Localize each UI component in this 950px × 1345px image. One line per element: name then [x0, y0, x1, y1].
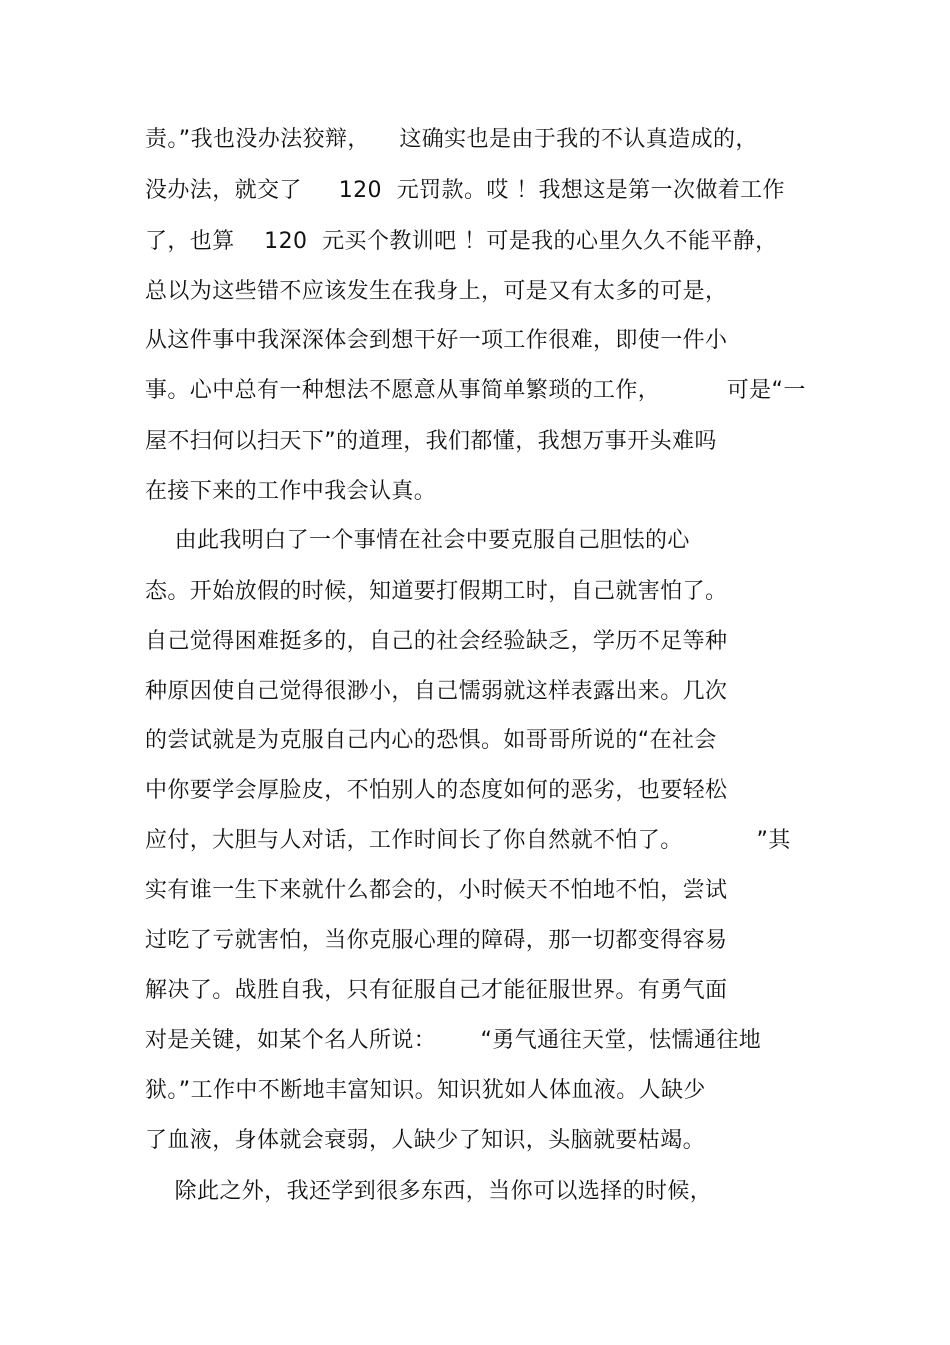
- text-line: 总以为这些错不应该发生在我身上，可是又有太多的可是，: [145, 279, 728, 304]
- text-line: 对是关键，如某个名人所说： “勇气通往天堂，怯懦通往地: [145, 1028, 762, 1053]
- text-line: 了，也算 120 元买个教训吧 ！可是我的心里久久不能平静，: [145, 229, 778, 254]
- text-line: 在接下来的工作中我会认真。: [145, 479, 437, 504]
- text-line: 解决了。战胜自我，只有征服自己才能征服世界。有勇气面: [145, 978, 728, 1003]
- text-line: 从这件事中我深深体会到想干好一项工作很难，即使一件小: [145, 328, 728, 353]
- text-line: 事。心中总有一种想法不愿意从事简单繁琐的工作， 可是“一: [145, 378, 806, 403]
- text-line: 种原因使自己觉得很渺小，自己懦弱就这样表露出来。几次: [145, 679, 728, 704]
- text-line: 态。开始放假的时候，知道要打假期工时，自己就害怕了。: [145, 579, 728, 604]
- text-line: 的尝试就是为克服自己内心的恐惧。如哥哥所说的“在社会: [145, 728, 717, 753]
- text-line: 中你要学会厚脸皮，不怕别人的态度如何的恶劣，也要轻松: [145, 778, 728, 803]
- text-line: 没办法，就交了 120 元罚款。哎 ！我想这是第一次做着工作: [145, 178, 785, 203]
- text-line: 责。”我也没办法狡辩， 这确实也是由于我的不认真造成的，: [145, 127, 758, 152]
- text-line: 除此之外，我还学到很多东西，当你可以选择的时候，: [145, 1179, 713, 1204]
- text-line: 过吃了亏就害怕，当你克服心理的障碍，那一切都变得容易: [145, 928, 728, 953]
- text-line: 了血液，身体就会衰弱，人缺少了知识，头脑就要枯竭。: [145, 1128, 706, 1153]
- text-line: 由此我明白了一个事情在社会中要克服自己胆怯的心: [145, 528, 690, 553]
- text-line: 自己觉得困难挺多的，自己的社会经验缺乏，学历不足等种: [145, 629, 728, 654]
- text-line: 屋不扫何以扫天下”的道理，我们都懂，我想万事开头难吗: [145, 429, 717, 454]
- text-line: 狱。”工作中不断地丰富知识。知识犹如人体血液。人缺少: [145, 1078, 706, 1103]
- text-line: 应付，大胆与人对话，工作时间长了你自然就不怕了。 ”其: [145, 828, 791, 853]
- text-line: 实有谁一生下来就什么都会的，小时候天不怕地不怕，尝试: [145, 878, 728, 903]
